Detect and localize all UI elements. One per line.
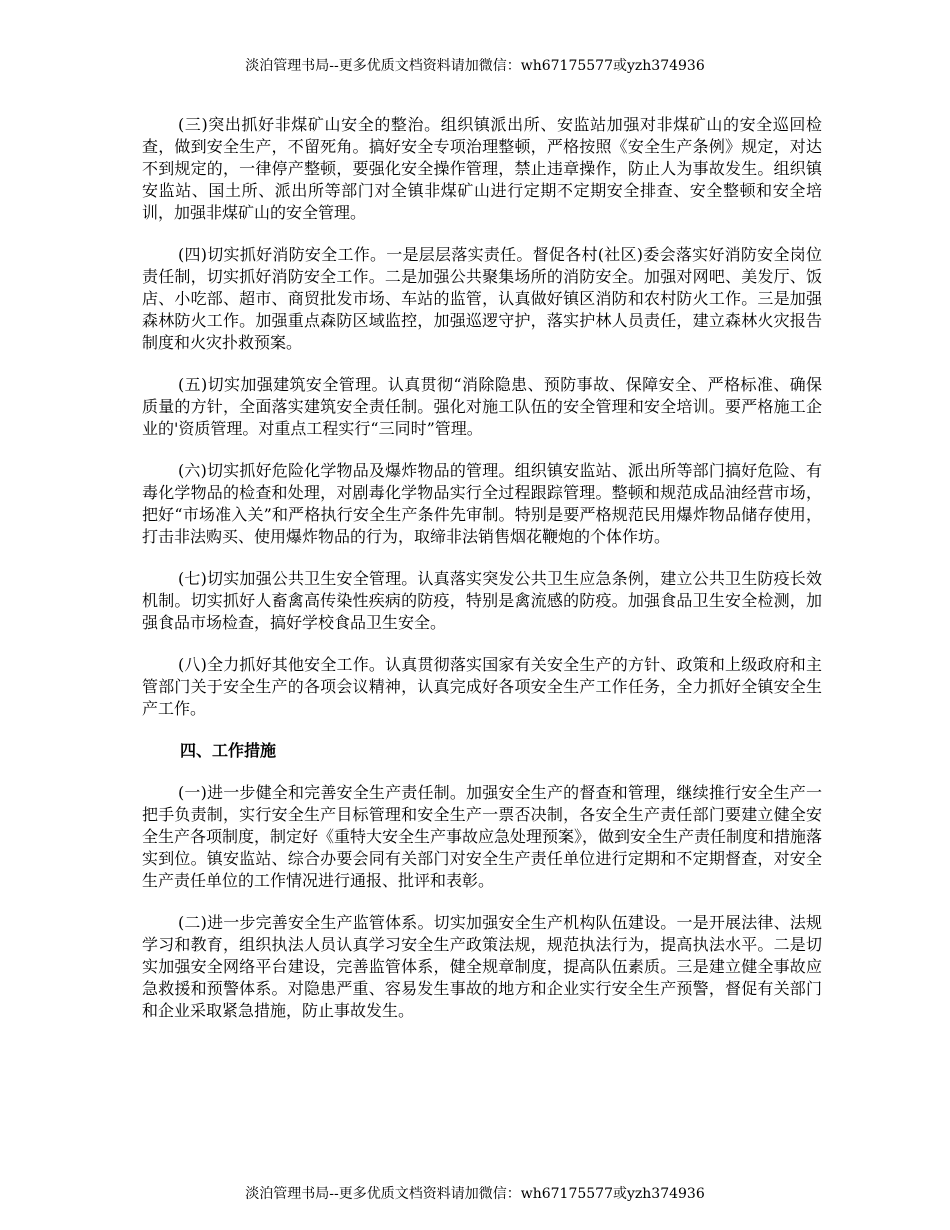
page-header: 淡泊管理书局--更多优质文档资料请加微信：wh67175577或yzh374936 [245,58,705,74]
page-footer: 淡泊管理书局--更多优质文档资料请加微信：wh67175577或yzh374936 [245,1186,705,1202]
document-body [142,114,822,1042]
paragraph-3: (三)突出抓好非煤矿山安全的整治。组织镇派出所、安监站加强对非煤矿山的安全巡回检查，做到安全生产，不留死角。搞好安全专项治理整顿，严格按照《安全生产条例》规定，对达不到规定的，一律停产整顿，要强化安全操作管理，禁止违章操作，防止人为事故发生。组织镇安监站、国土所、派出所等部门对全镇非煤矿山进行定期不定期安全排查、安全整顿和安全培训，加强非煤矿山的安全管理。 [142,115,822,222]
paragraph-4: (四)切实抓好消防安全工作。一是层层落实责任。督促各村(社区)委会落实好消防安全岗位责任制，切实抓好消防安全工作。二是加强公共聚集场所的消防安全。加强对网吧、美发厅、饭店、小吃部、超市、商贸批发市场、车站的监管，认真做好镇区消防和农村防火工作。三是加强森林防火工作。加强重点森防区域监控，加强巡逻守护，落实护林人员责任，建立森林火灾报告制度和火灾扑救预案。 [142,245,822,352]
paragraph-6: (六)切实抓好危险化学物品及爆炸物品的管理。组织镇安监站、派出所等部门搞好危险、有毒化学物品的检查和处理，对剧毒化学物品实行全过程跟踪管理。整顿和规范成品油经营市场，把好“市场准入关”和严格执行安全生产条件先审制。特别是要严格规范民用爆炸物品储存使用，打击非法购买、使用爆炸物品的行为，取缔非法销售烟花鞭炮的个体作坊。 [142,461,822,546]
paragraph-5: (五)切实加强建筑安全管理。认真贯彻“消除隐患、预防事故、保障安全、严格标准、确保质量的方针，全面落实建筑安全责任制。强化对施工队伍的安全管理和安全培训。要严格施工企业的'资质管理。对重点工程实行“三同时”管理。 [142,375,822,438]
section-heading: 四、工作措施 [180,741,277,760]
paragraph-8: (八)全力抓好其他安全工作。认真贯彻落实国家有关安全生产的方针、政策和上级政府和主管部门关于安全生产的各项会议精神，认真完成好各项安全生产工作任务，全力抓好全镇安全生产工作。 [142,655,822,718]
paragraph-7: (七)切实加强公共卫生安全管理。认真落实突发公共卫生应急条例，建立公共卫生防疫长效机制。切实抓好人畜禽高传染性疾病的防疫，特别是禽流感的防疫。加强食品卫生安全检测，加强食品市场检查，搞好学校食品卫生安全。 [142,569,822,632]
measure-2: (二)进一步完善安全生产监管体系。切实加强安全生产机构队伍建设。一是开展法律、法规学习和教育，组织执法人员认真学习安全生产政策法规，规范执法行为，提高执法水平。二是切实加强安全网络平台建设，完善监管体系，健全规章制度，提高队伍素质。三是建立健全事故应急救援和预警体系。对隐患严重、容易发生事故的地方和企业实行安全生产预警，督促有关部门和企业采取紧急措施，防止事故发生。 [142,913,822,1020]
measure-1: (一)进一步健全和完善安全生产责任制。加强安全生产的督查和管理，继续推行安全生产一把手负责制，实行安全生产目标管理和安全生产一票否决制，各安全生产责任部门要建立健全安全生产各项制度，制定好《重特大安全生产事故应急处理预案》，做到安全生产责任制度和措施落实到位。镇安监站、综合办要会同有关部门对安全生产责任单位进行定期和不定期督查，对安全生产责任单位的工作情况进行通报、批评和表彰。 [142,783,823,890]
